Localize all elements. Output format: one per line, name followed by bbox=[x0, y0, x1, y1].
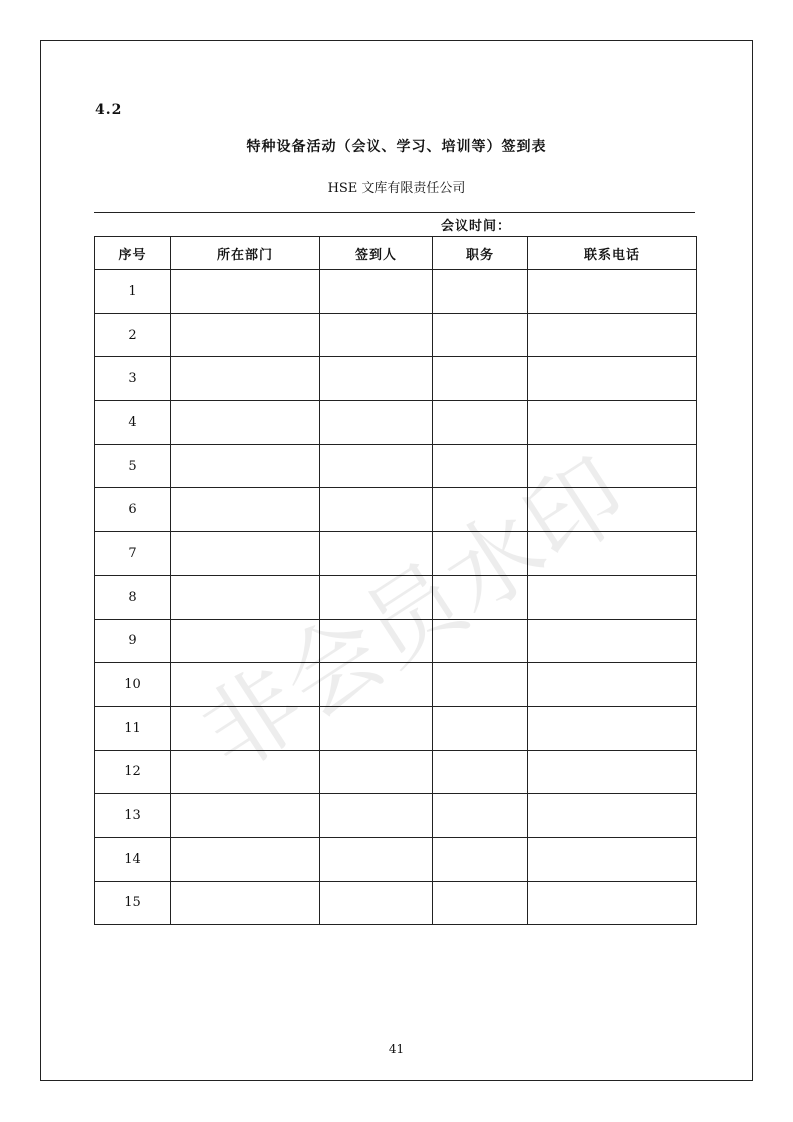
position-cell bbox=[433, 444, 528, 488]
department-cell bbox=[171, 837, 320, 881]
header-rule bbox=[94, 212, 695, 213]
phone-cell bbox=[528, 575, 697, 619]
signatory-cell bbox=[320, 357, 433, 401]
signatory-cell bbox=[320, 837, 433, 881]
signatory-cell bbox=[320, 444, 433, 488]
signatory-cell bbox=[320, 706, 433, 750]
row-number: 11 bbox=[95, 706, 171, 750]
row-number: 5 bbox=[95, 444, 171, 488]
position-cell bbox=[433, 881, 528, 925]
phone-cell bbox=[528, 881, 697, 925]
position-cell bbox=[433, 575, 528, 619]
phone-cell bbox=[528, 837, 697, 881]
table-row bbox=[95, 270, 697, 314]
position-cell bbox=[433, 532, 528, 576]
department-cell bbox=[171, 750, 320, 794]
phone-cell bbox=[528, 619, 697, 663]
department-cell bbox=[171, 270, 320, 314]
table-row bbox=[95, 488, 697, 532]
row-number: 4 bbox=[95, 401, 171, 445]
phone-cell bbox=[528, 270, 697, 314]
header-department: 所在部门 bbox=[171, 237, 320, 270]
document-title: 特种设备活动（会议、学习、培训等）签到表 bbox=[246, 139, 547, 155]
signatory-cell bbox=[320, 488, 433, 532]
signatory-cell bbox=[320, 532, 433, 576]
department-cell bbox=[171, 357, 320, 401]
department-cell bbox=[171, 532, 320, 576]
department-cell bbox=[171, 444, 320, 488]
phone-cell bbox=[528, 488, 697, 532]
row-number: 12 bbox=[95, 750, 171, 794]
table-row bbox=[95, 444, 697, 488]
table-row bbox=[95, 750, 697, 794]
meeting-time-label: 会议时间： bbox=[441, 219, 512, 234]
phone-cell bbox=[528, 663, 697, 707]
position-cell bbox=[433, 313, 528, 357]
table-row bbox=[95, 313, 697, 357]
phone-cell bbox=[528, 313, 697, 357]
position-cell bbox=[433, 663, 528, 707]
table-row bbox=[95, 663, 697, 707]
department-cell bbox=[171, 313, 320, 357]
phone-cell bbox=[528, 444, 697, 488]
department-cell bbox=[171, 619, 320, 663]
header-serial-number: 序号 bbox=[95, 237, 171, 270]
row-number: 3 bbox=[95, 357, 171, 401]
phone-cell bbox=[528, 357, 697, 401]
signatory-cell bbox=[320, 750, 433, 794]
position-cell bbox=[433, 619, 528, 663]
watermark: 非会员水印 bbox=[182, 437, 646, 793]
signatory-cell bbox=[320, 270, 433, 314]
signatory-cell bbox=[320, 575, 433, 619]
department-cell bbox=[171, 706, 320, 750]
table-row bbox=[95, 706, 697, 750]
signatory-cell bbox=[320, 619, 433, 663]
table-row bbox=[95, 357, 697, 401]
department-cell bbox=[171, 881, 320, 925]
phone-cell bbox=[528, 401, 697, 445]
signatory-cell bbox=[320, 794, 433, 838]
row-number: 9 bbox=[95, 619, 171, 663]
table-header-row bbox=[95, 237, 697, 270]
position-cell bbox=[433, 488, 528, 532]
table-row bbox=[95, 619, 697, 663]
signatory-cell bbox=[320, 401, 433, 445]
position-cell bbox=[433, 357, 528, 401]
phone-cell bbox=[528, 750, 697, 794]
table-row bbox=[95, 532, 697, 576]
position-cell bbox=[433, 794, 528, 838]
position-cell bbox=[433, 270, 528, 314]
phone-cell bbox=[528, 706, 697, 750]
sign-in-table bbox=[94, 236, 697, 925]
position-cell bbox=[433, 837, 528, 881]
signatory-cell bbox=[320, 663, 433, 707]
row-number: 6 bbox=[95, 488, 171, 532]
position-cell bbox=[433, 401, 528, 445]
department-cell bbox=[171, 401, 320, 445]
position-cell bbox=[433, 706, 528, 750]
phone-cell bbox=[528, 532, 697, 576]
section-number: 4.2 bbox=[95, 102, 123, 118]
department-cell bbox=[171, 575, 320, 619]
table-row bbox=[95, 575, 697, 619]
row-number: 10 bbox=[95, 663, 171, 707]
row-number: 14 bbox=[95, 837, 171, 881]
row-number: 15 bbox=[95, 881, 171, 925]
position-cell bbox=[433, 750, 528, 794]
department-cell bbox=[171, 794, 320, 838]
row-number: 7 bbox=[95, 532, 171, 576]
row-number: 13 bbox=[95, 794, 171, 838]
signatory-cell bbox=[320, 881, 433, 925]
phone-cell bbox=[528, 794, 697, 838]
department-cell bbox=[171, 663, 320, 707]
row-number: 1 bbox=[95, 270, 171, 314]
department-cell bbox=[171, 488, 320, 532]
table-row bbox=[95, 837, 697, 881]
page-number: 41 bbox=[388, 1042, 405, 1056]
table-row bbox=[95, 401, 697, 445]
table-row bbox=[95, 881, 697, 925]
company-name: HSE 文库有限责任公司 bbox=[327, 181, 466, 196]
header-signatory: 签到人 bbox=[320, 237, 433, 270]
header-position: 职务 bbox=[433, 237, 528, 270]
signatory-cell bbox=[320, 313, 433, 357]
row-number: 2 bbox=[95, 313, 171, 357]
header-phone: 联系电话 bbox=[528, 237, 697, 270]
row-number: 8 bbox=[95, 575, 171, 619]
table-row bbox=[95, 794, 697, 838]
